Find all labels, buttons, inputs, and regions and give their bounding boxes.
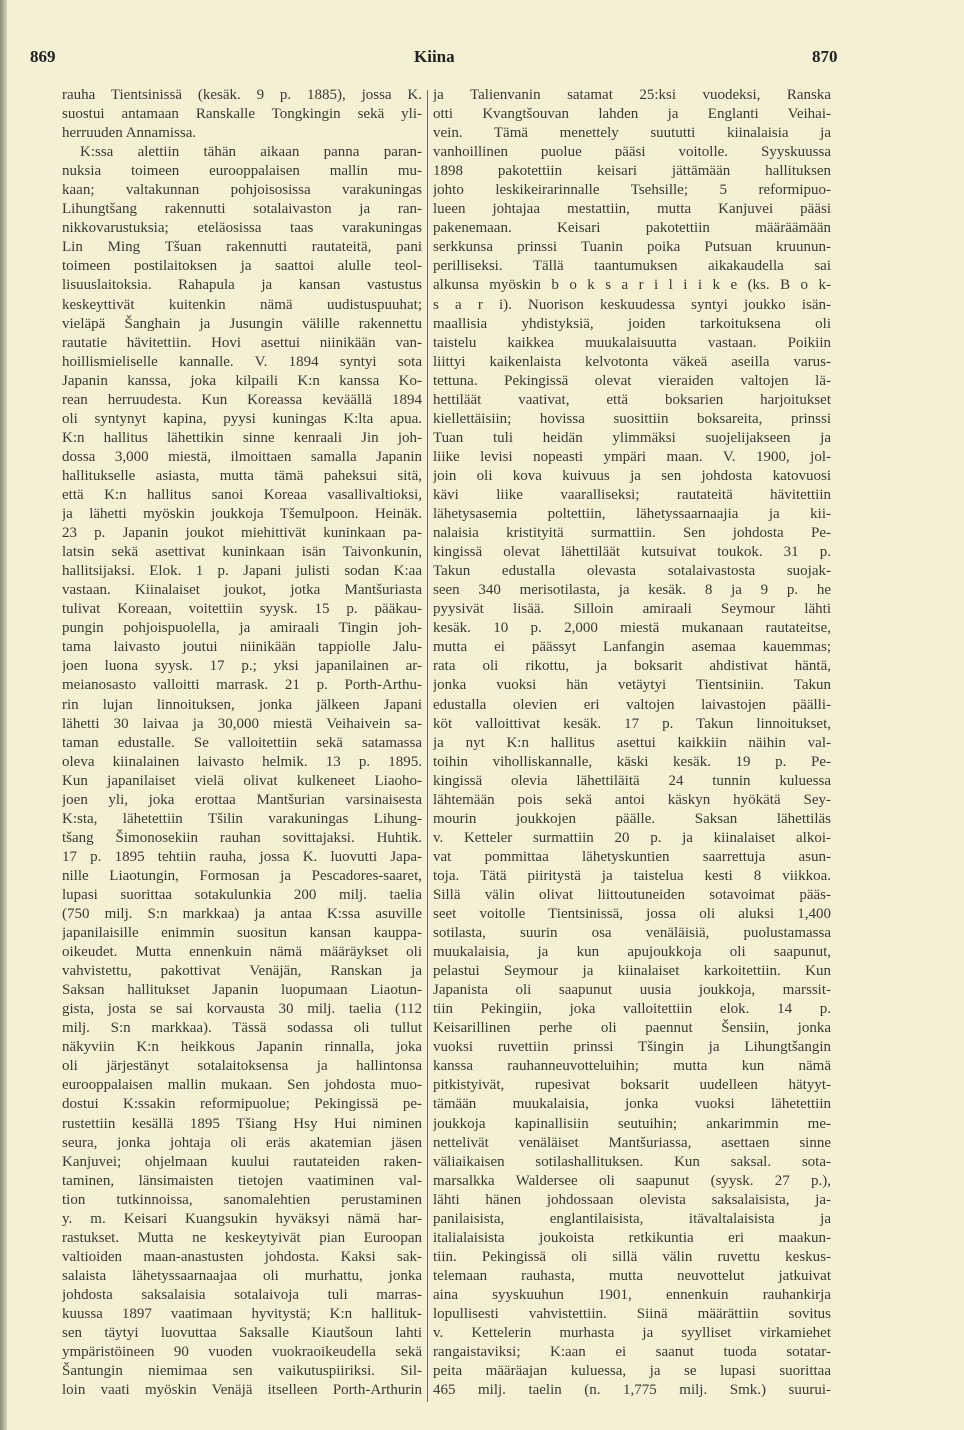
text-line: nille Liaotungin, Formosan ja Pescadores-saaret, (62, 867, 422, 884)
text-line: aina syyskuuhun 1901, ennenkuin rauhankirja (433, 1286, 831, 1303)
text-line: joen yli, joka erottaa Mantšurian varsinaisesta (62, 791, 422, 808)
text-line: Takun edustalla olevasta sotalaivastosta suojak- (433, 563, 831, 580)
text-line: K:n hallitus lähettikin sinne kenraali Jin joh- (62, 429, 422, 446)
text-line: lueen johtajaa mestattiin, mutta Kanjuvei pääsi (433, 201, 831, 218)
text-line: lähetti 30 laivaa ja 30,000 miestä Veihaivein sa- (62, 715, 422, 732)
text-line: seet voitolle Tientsinissä, jossa oli aluksi 1,400 (433, 906, 831, 923)
text-line: tšang Šimonosekiin rauhan sovittajaksi. Huhtik. (62, 829, 422, 846)
text-line: ympäristöineen 90 vuoden vuokraoikeudella sekä (62, 1344, 422, 1361)
text-line: salaista lähetyssaarnaajaa oli murhattu, jonka (62, 1267, 422, 1284)
text-line: köt valloittivat kesäk. 17 p. Takun linnoitukset, (433, 715, 831, 732)
text-line: vieläpä Šanghain ja Jusungin välille rakennettu (62, 315, 422, 332)
text-line: Japanista oli saapunut uusia joukkoja, marssit- (433, 982, 831, 999)
text-line: johdosta saksalaisia sotalaivoja tuli marras- (62, 1286, 422, 1303)
text-line: tulivat Koreaan, voitettiin syysk. 15 p. pääkau- (62, 601, 422, 618)
text-line: valtioiden maan-anastusten johdosta. Kaksi sak- (62, 1248, 422, 1265)
text-line: peita määräajan kuluessa, ja se lupasi suorittaa (433, 1363, 831, 1380)
text-line: pitkistyivät, rupesivat boksarit uudelleen hätyyt- (433, 1077, 831, 1094)
column-divider (427, 90, 428, 1402)
text-line: joen luona syysk. 17 p.; yksi japanilainen ar- (62, 658, 422, 675)
text-line: rin lujan linnoituksen, jonka jälkeen Japani (62, 696, 422, 713)
text-line: rastukset. Mutta ne keskeytyivät pian Euroopan (62, 1229, 422, 1246)
text-line: Lin Ming Tšuan rakennutti rautateitä, pani (62, 239, 422, 256)
text-line: taman edustalle. Se valloitettiin sekä satamassa (62, 734, 422, 751)
text-line: rautatie hävitettiin. Hovi asettui niinikään van- (62, 334, 422, 351)
text-line: serkkunsa prinssi Tuanin poika Putsuan kruunun- (433, 239, 831, 256)
text-line: nuksia toimeen eurooppalaisen mallin mu- (62, 163, 422, 180)
text-line: pungin pohjoispuolella, ja amiraali Tingin joh- (62, 620, 422, 637)
text-line: rangaistaviksi; K:aan ei saanut tuoda sotatar- (433, 1344, 831, 1361)
text-line: 23 p. Japanin joukot miehittivät kuninkaan pa- (62, 525, 422, 542)
text-line: tämään muukalaisia, jonka vuoksi lähetettiin (433, 1096, 831, 1113)
text-line: kiellettäisiin; hovissa suosittiin boksareita, prinssi (433, 410, 831, 427)
text-line: seura, jonka johtaja oli eräs akatemian jäsen (62, 1134, 422, 1151)
text-line: edustalla olevien eri valtojen laivastojen päälli- (433, 696, 831, 713)
text-line: telemaan rauhasta, mutta neuvottelut jatkuivat (433, 1267, 831, 1284)
text-line: kaan; valtakunnan pohjoisosissa varakuningas (62, 182, 422, 199)
text-line: rauha Tientsinissä (kesäk. 9 p. 1885), jossa K. (62, 87, 422, 103)
text-line: liittyi kaikenlaista kelvotonta väkeä aseilla varus- (433, 353, 831, 370)
text-line: toihin viholliskannalle, käski kesäk. 19 p. Pe- (433, 753, 831, 770)
text-line: Šantungin niemimaa sen vaikutuspiiriksi. Sil- (62, 1363, 422, 1380)
page-number-left: 869 (30, 47, 56, 66)
text-line: K:sta, lähetettiin Tšilin varakuningas Lihung- (62, 810, 422, 827)
text-line: milj. S:n markkaa). Tässä sodassa oli tullut (62, 1020, 422, 1037)
text-line: Tuan tuli heidän ylimmäksi suojelijakseen ja (433, 429, 831, 446)
text-line: kesäk. 10 p. 2,000 miestä mukanaan rautateitse, (433, 620, 831, 637)
text-line: nettelivät venäläiset Mantšuriassa, asettaen sinne (433, 1134, 831, 1151)
text-line: lopullisesti vahvistettiin. Siinä määrättiin sovitus (433, 1306, 831, 1322)
text-line: oikeudet. Mutta ennenkuin nämä määräykset oli (62, 944, 422, 961)
text-line: Saksan hallitukset Japanin luopumaan Liaotun- (62, 982, 422, 999)
text-line: Lihungtšang rakennutti sotalaivaston ja ran- (62, 201, 422, 218)
text-line: vuoksi ruvettiin prinssi Tšingin ja Lihungtšangin (433, 1039, 831, 1056)
text-line: näkyviin K:n heikkous Japanin rinnalla, joka (62, 1039, 422, 1056)
text-line: alkunsa myöskin b o k s a r i l i i k e (ks. B o k- (433, 277, 831, 294)
text-line: dostui K:ssakin reformipuolue; Pekingissä pe- (62, 1096, 422, 1113)
text-line: joukkoja kapinallisiin seutuihin; ankarimmin me- (433, 1115, 831, 1132)
text-line: vanhoillinen puolue pääsi voitolle. Syyskuussa (433, 144, 831, 161)
text-line: Keisarillinen perhe oli paennut Šensiin, jonka (433, 1020, 831, 1037)
text-line: toimeen postilaitoksen ja saattoi alulle teol- (62, 258, 422, 275)
text-line: lähti hänen johdossaan olevista saksalaisista, ja- (433, 1191, 831, 1208)
text-line: K:ssa alettiin tähän aikaan panna paran- (80, 144, 422, 161)
text-line: taistelu kaikkea muukalaisuutta vastaan. Poikiin (433, 334, 831, 351)
text-line: kingissä olevat lähettiläät kutsuivat toukok. 31 p. (433, 544, 831, 561)
text-line: rata oli rikottu, ja boksarit ahdistivat häntä, (433, 658, 831, 675)
text-line: lisuuslaitoksia. Rahapula ja kansan vastustus (62, 277, 422, 294)
text-line: oli syntynyt kapina, pyysi kuningas K:lta apua. (62, 410, 422, 427)
text-line: 17 p. 1895 tehtiin rauha, jossa K. luovutti Japa- (62, 848, 422, 865)
text-line: meianosasto valloitti marrask. 21 p. Porth-Arthu- (62, 677, 422, 694)
page-number-right: 870 (812, 47, 838, 66)
text-line: tama laivasto joutui niinikään tappiolle Jalu- (62, 639, 422, 656)
text-line: mourin joukkojen päälle. Saksan lähettiläs (433, 810, 831, 827)
right-column (433, 86, 831, 1400)
text-line: sen täytyi luovuttaa Saksalle Kiautšoun lahti (62, 1325, 422, 1342)
page-binding-edge (0, 0, 7, 1430)
text-line: vastaan. Kiinalaiset joukot, jotka Mantšuriasta (62, 582, 422, 599)
text-line: perilliseksi. Tällä taantumuksen aikakaudella sai (433, 258, 831, 275)
text-line: suostui antamaan Ranskalle Tongkingin sekä yli- (62, 106, 422, 123)
text-line: seen 340 merisotilasta, ja kesäk. 8 ja 9 p. he (433, 582, 831, 599)
text-line: loin vaati myöskin Venäjä itselleen Porth-Arthurin (62, 1382, 422, 1399)
text-line: hoillismieliselle kannalle. V. 1894 syntyi sota (62, 353, 422, 370)
text-line: pyysivät lisää. Silloin amiraali Seymour lähti (433, 601, 831, 618)
text-line: pakenemaan. Keisari pakotettiin määräämään (433, 220, 831, 237)
text-line: keskeyttivät kuitenkin nämä uudistuspuuhat; (62, 296, 422, 313)
text-line: ja nyt K:n hallitus asettui kaikkiin näihin val- (433, 734, 831, 751)
text-line: jonka vuoksi hän vetäytyi Tientsiniin. Takun (433, 677, 831, 694)
text-line: (750 milj. S:n markkaa) ja antaa K:ssa asuville (62, 906, 422, 923)
text-line: ja lähetti myöskin joukkoja Tšemulpoon. Heinäk. (62, 506, 422, 523)
text-line: väliaikaisen sotilashallituksen. Kun saksal. sota- (433, 1153, 831, 1170)
text-line: gista, josta se sai korvausta 30 milj. taelia (112 (62, 1001, 422, 1018)
text-line: sotilasta, suurin osa venäläisiä, puolustamassa (433, 925, 831, 942)
text-line: lupasi suorittaa sotakulunkia 200 milj. taelia (62, 886, 422, 903)
text-line: lähtemään pois sekä antoi käskyn hyökätä Sey- (433, 791, 831, 808)
text-line: muukalaisia, ja kun apujoukkoja oli saapunut, (433, 944, 831, 961)
text-line: join oli kova kuivuus ja sen johdosta katovuosi (433, 467, 831, 484)
text-line: kävi liike vaaralliseksi; rautateitä hävitettiin (433, 486, 831, 503)
text-line: eurooppalaisen mallin mukaan. Sen johdosta muo- (62, 1077, 422, 1094)
text-line: s a r i). Nuorison keskuudessa syntyi joukko isän- (433, 296, 831, 313)
text-line: nikkovarustuksia; eteläosissa taas varakuningas (62, 220, 422, 237)
text-line: tiin. Pekingissä oli sillä välin ruvettu keskus- (433, 1248, 831, 1265)
text-line: oli järjestänyt sotalaitoksensa ja hallintonsa (62, 1058, 422, 1075)
text-line: ja Talienvanin satamat 25:ksi vuodeksi, Ranska (433, 87, 831, 103)
text-line: 465 milj. taelin (n. 1,775 milj. Smk.) suurui- (433, 1382, 831, 1399)
text-line: v. Ketteler surmattiin 20 p. ja kiinalaiset alkoi- (433, 829, 831, 846)
running-head-title: Kiina (414, 47, 455, 66)
text-line: johto leskikeirarinnalle Tsehsille; 5 reformipuo- (433, 182, 831, 199)
text-line: latsin sekä asettivat kuninkaan isän Taivonkunin, (62, 544, 422, 561)
text-line: vat pommittaa lähetyskuntien saarrettuja asun- (433, 848, 831, 865)
text-line: hettiläät vaativat, että boksarien harjoitukset (433, 391, 831, 408)
text-line: japanilaisille enimmin suositun kansan kauppa- (62, 925, 422, 942)
text-line: vahvistettu, pakottivat Venäjän, Ranskan ja (62, 963, 422, 980)
text-line: Sillä välin olivat liittoutuneiden sotavoimat pääs- (433, 886, 831, 903)
text-line: Kanjuvei; ohjelmaan kuului rautateiden raken- (62, 1153, 422, 1170)
text-line: mutta ei päässyt Lanfangin asemaa kauemmas; (433, 639, 831, 656)
text-line: tion tutkinnoissa, sanomalehtien perustaminen (62, 1191, 422, 1208)
text-line: nalaisia kristityitä surmattiin. Sen johdosta Pe- (433, 525, 831, 542)
left-column (62, 86, 422, 1400)
text-line: pelastui Seymour ja kiinalaiset karkoitettiin. Kun (433, 963, 831, 980)
text-line: hallitukselle asiasta, mutta tämä paheksui sitä, (62, 467, 422, 484)
text-line: että K:n hallitus sanoi Koreaa vasallivaltioksi, (62, 486, 422, 503)
text-line: 1898 pakotettiin keisari jättämään hallituksen (433, 163, 831, 180)
text-line: marsalkka Waldersee oli saapunut (syysk. 27 p.), (433, 1172, 831, 1189)
text-line: dossa 3,000 miestä, ilmoittaen samalla Japanin (62, 448, 422, 465)
text-line: Japanin kanssa, joka kilpaili K:n kanssa Ko- (62, 372, 422, 389)
text-line: toja. Tätä piiritystä ja taistelua kesti 8 viikkoa. (433, 867, 831, 884)
text-line: lähetysasemia poltettiin, lähetyssaarnaajia ja kii- (433, 506, 831, 523)
text-line: kingissä olevia lähettiläitä 24 tunnin kuluessa (433, 772, 831, 789)
text-line: taminen, länsimaisten tietojen vaatiminen val- (62, 1172, 422, 1189)
text-line: kanssa rauhanneuvotteluihin; mutta kun nämä (433, 1058, 831, 1075)
text-line: liike levisi nopeasti ympäri maan. V. 1900, jol- (433, 448, 831, 465)
text-line: kuussa 1897 vaatimaan hyvitystä; K:n hallituk- (62, 1306, 422, 1322)
text-line: oleva kiinalainen laivasto helmik. 13 p. 1895. (62, 753, 422, 770)
text-line: herruuden Annamissa. (62, 125, 197, 142)
text-line: tettuna. Pekingissä olevat vieraiden valtojen lä- (433, 372, 831, 389)
text-line: v. Kettelerin murhasta ja syylliset virkamiehet (433, 1325, 831, 1342)
text-line: italialaisista joukoista retkikuntia eri maakun- (433, 1229, 831, 1246)
text-line: rean herruudesta. Kun Koreassa keväällä 1894 (62, 391, 422, 408)
text-line: vein. Tämä menettely suututti kiinalaisia ja (433, 125, 831, 142)
text-line: Kun japanilaiset vielä olivat kulkeneet Liaoho- (62, 772, 422, 789)
text-line: hallitsijaksi. Elok. 1 p. Japani julisti sodan K:aa (62, 563, 422, 580)
text-line: maallisia yhdistyksiä, joiden tarkoituksena oli (433, 315, 831, 332)
text-line: y. m. Keisari Kuangsukin hyväksyi nämä har- (62, 1210, 422, 1227)
text-line: otti Kvangtšouvan lahden ja Englanti Veihai- (433, 106, 831, 123)
text-line: tiin Pekingiin, joka valloitettiin elok. 14 p. (433, 1001, 831, 1018)
text-line: panilaisista, englantilaisista, itävaltalaisista ja (433, 1210, 831, 1227)
text-line: rustettiin kesällä 1895 Tšiang Hsy Hui niminen (62, 1115, 422, 1132)
